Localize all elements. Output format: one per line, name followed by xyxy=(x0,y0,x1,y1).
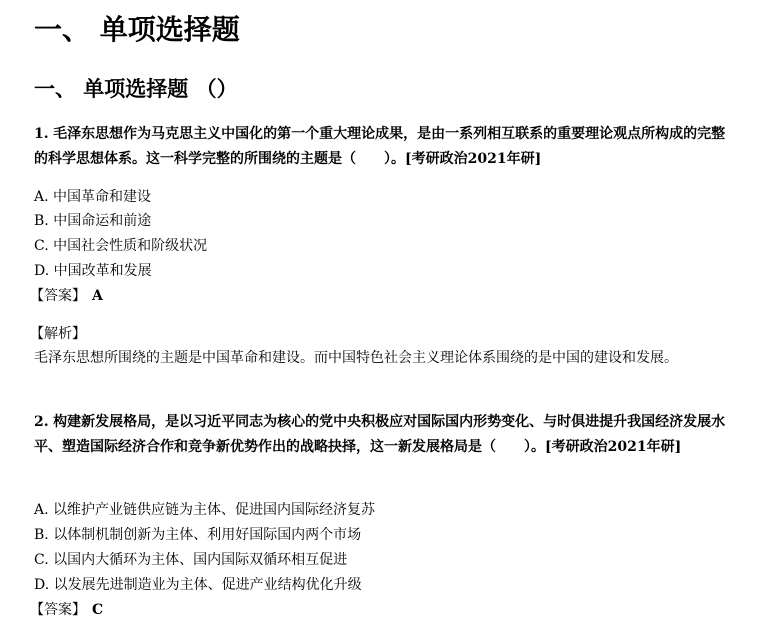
option-a: A. 以维护产业链供应链为主体、促进国内国际经济复苏 xyxy=(34,502,376,518)
answer-line xyxy=(30,598,730,623)
option-a: A. 中国革命和建设 xyxy=(34,189,152,205)
question-1-stem xyxy=(34,122,734,172)
question-text: 毛泽东思想作为马克思主义中国化的第一个重大理论成果，是由一系列相互联系的重要理论观点所构成的完整的科学思想体系。这一科学完整的所围绕的主题是（ ）。[考研政治2021年研] xyxy=(34,126,726,167)
analysis-text: 毛泽东思想所围绕的主题是中国革命和建设。而中国特色社会主义理论体系围绕的是中国的建设和发展。 xyxy=(34,350,678,366)
answer-value: C xyxy=(92,602,104,618)
analysis-label: 【解析】 xyxy=(30,326,86,342)
answer-label: 【答案】 xyxy=(30,288,86,304)
answer-label: 【答案】 xyxy=(30,602,86,618)
page-title: 一、 单项选择题 xyxy=(34,13,240,46)
option-c: C. 中国社会性质和阶级状况 xyxy=(34,238,208,254)
question-number: 2. xyxy=(34,414,49,430)
answer-value: A xyxy=(92,288,103,304)
option-d: D. 以发展先进制造业为主体、促进产业结构优化升级 xyxy=(34,577,362,593)
option-d: D. 中国改革和发展 xyxy=(34,263,152,279)
question-2-stem xyxy=(34,410,734,460)
section-title: 一、 单项选择题 （） xyxy=(34,76,238,101)
question-text: 构建新发展格局，是以习近平同志为核心的党中央积极应对国际国内形势变化、与时俱进提升我国经济发展水平、塑造国际经济合作和竞争新优势作出的战略抉择，这一新发展格局是（ ）。[考研政治2021年研] xyxy=(34,414,726,455)
question-number: 1. xyxy=(34,126,49,142)
option-c: C. 以国内大循环为主体、国内国际双循环相互促进 xyxy=(34,552,348,568)
option-b: B. 以体制机制创新为主体、利用好国际国内两个市场 xyxy=(34,527,362,543)
answer-line xyxy=(30,284,730,309)
option-b: B. 中国命运和前途 xyxy=(34,213,152,229)
